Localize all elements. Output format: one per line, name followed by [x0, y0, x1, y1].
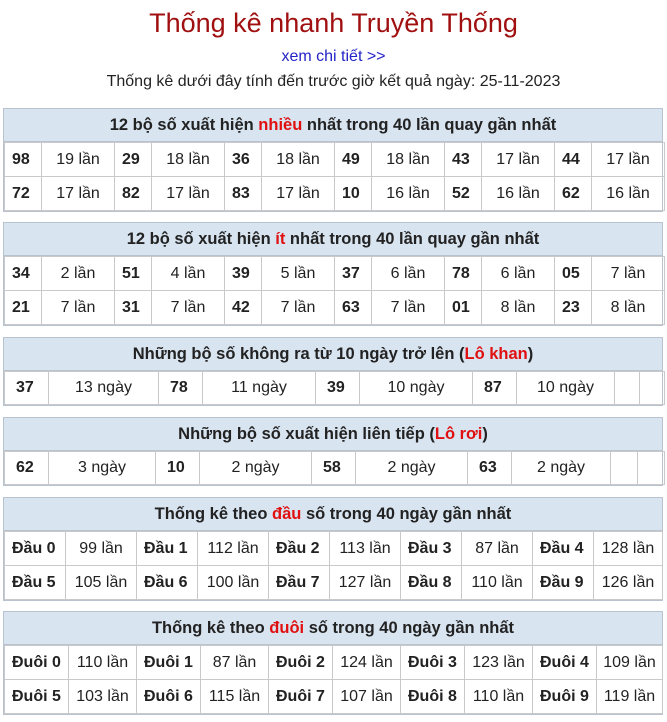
value-cell: 119 lần	[597, 680, 663, 714]
most-frequent-section	[3, 108, 663, 212]
label-cell: Đầu 5	[5, 566, 66, 600]
number-cell: 01	[445, 291, 482, 325]
count-cell: 8 lần	[592, 291, 665, 325]
value-cell: 124 lần	[333, 646, 401, 680]
label-cell: Đầu 6	[137, 566, 198, 600]
label-cell: Đầu 7	[269, 566, 330, 600]
number-cell: 78	[445, 257, 482, 291]
number-cell: 21	[5, 291, 42, 325]
lo-khan-table	[4, 371, 665, 405]
count-cell: 7 lần	[262, 291, 335, 325]
value-cell: 87 lần	[462, 532, 533, 566]
label-cell: Đầu 1	[137, 532, 198, 566]
most-frequent-heading: 12 bộ số xuất hiện nhiều nhất trong 40 lần quay gần nhất	[4, 109, 662, 142]
empty-cell	[638, 452, 665, 485]
number-cell: 62	[555, 177, 592, 211]
number-cell: 83	[225, 177, 262, 211]
label-cell: Đuôi 4	[533, 646, 597, 680]
number-cell: 63	[468, 452, 512, 485]
number-cell: 82	[115, 177, 152, 211]
days-cell: 10 ngày	[360, 372, 473, 405]
number-cell: 10	[335, 177, 372, 211]
value-cell: 100 lần	[198, 566, 269, 600]
count-cell: 18 lần	[372, 143, 445, 177]
label-cell: Đầu 4	[533, 532, 594, 566]
table-row	[5, 143, 665, 177]
count-cell: 16 lần	[592, 177, 665, 211]
count-cell: 5 lần	[262, 257, 335, 291]
days-cell: 10 ngày	[517, 372, 615, 405]
label-cell: Đuôi 2	[269, 646, 333, 680]
dau-section	[3, 497, 663, 601]
label-cell: Đầu 2	[269, 532, 330, 566]
table-row	[5, 452, 665, 485]
duoi-heading: Thống kê theo đuôi số trong 40 ngày gần nhất	[4, 612, 662, 645]
table-row	[5, 680, 663, 714]
value-cell: 128 lần	[594, 532, 663, 566]
number-cell: 39	[225, 257, 262, 291]
value-cell: 105 lần	[66, 566, 137, 600]
label-cell: Đuôi 6	[137, 680, 201, 714]
days-cell: 11 ngày	[203, 372, 316, 405]
number-cell: 37	[335, 257, 372, 291]
table-row	[5, 646, 663, 680]
least-frequent-table	[4, 256, 665, 325]
count-cell: 17 lần	[42, 177, 115, 211]
days-cell: 13 ngày	[49, 372, 159, 405]
empty-cell	[640, 372, 665, 405]
label-cell: Đuôi 9	[533, 680, 597, 714]
count-cell: 18 lần	[262, 143, 335, 177]
number-cell: 44	[555, 143, 592, 177]
count-cell: 17 lần	[592, 143, 665, 177]
label-cell: Đầu 0	[5, 532, 66, 566]
label-cell: Đầu 9	[533, 566, 594, 600]
value-cell: 110 lần	[465, 680, 533, 714]
value-cell: 109 lần	[597, 646, 663, 680]
table-row	[5, 177, 665, 211]
count-cell: 19 lần	[42, 143, 115, 177]
page-subtitle: Thống kê dưới đây tính đến trước giờ kết quả ngày: 25-11-2023	[106, 73, 561, 90]
number-cell: 51	[115, 257, 152, 291]
number-cell: 58	[312, 452, 356, 485]
lo-roi-heading: Những bộ số xuất hiện liên tiếp (Lô rơi)	[4, 418, 662, 451]
count-cell: 17 lần	[482, 143, 555, 177]
label-cell: Đuôi 1	[137, 646, 201, 680]
label-cell: Đầu 3	[401, 532, 462, 566]
count-cell: 7 lần	[372, 291, 445, 325]
value-cell: 99 lần	[66, 532, 137, 566]
dau-heading: Thống kê theo đầu số trong 40 ngày gần nhất	[4, 498, 662, 531]
count-cell: 17 lần	[152, 177, 225, 211]
days-cell: 2 ngày	[512, 452, 611, 485]
value-cell: 112 lần	[198, 532, 269, 566]
number-cell: 10	[156, 452, 200, 485]
duoi-table	[4, 645, 663, 714]
value-cell: 123 lần	[465, 646, 533, 680]
page-title: Thống kê nhanh Truyền Thống	[149, 8, 518, 38]
number-cell: 39	[316, 372, 360, 405]
number-cell: 31	[115, 291, 152, 325]
number-cell: 29	[115, 143, 152, 177]
number-cell: 98	[5, 143, 42, 177]
value-cell: 103 lần	[69, 680, 137, 714]
value-cell: 110 lần	[69, 646, 137, 680]
number-cell: 43	[445, 143, 482, 177]
least-frequent-section	[3, 222, 663, 326]
table-row	[5, 291, 665, 325]
number-cell: 78	[159, 372, 203, 405]
value-cell: 87 lần	[201, 646, 269, 680]
table-row	[5, 566, 663, 600]
days-cell: 2 ngày	[356, 452, 468, 485]
lo-khan-heading: Những bộ số không ra từ 10 ngày trở lên (Lô khan)	[4, 338, 662, 371]
number-cell: 52	[445, 177, 482, 211]
days-cell: 2 ngày	[200, 452, 312, 485]
number-cell: 87	[473, 372, 517, 405]
label-cell: Đuôi 8	[401, 680, 465, 714]
number-cell: 23	[555, 291, 592, 325]
value-cell: 127 lần	[330, 566, 401, 600]
least-frequent-heading: 12 bộ số xuất hiện ít nhất trong 40 lần quay gần nhất	[4, 223, 662, 256]
count-cell: 7 lần	[152, 291, 225, 325]
most-frequent-table	[4, 142, 665, 211]
lo-roi-table	[4, 451, 665, 485]
count-cell: 18 lần	[152, 143, 225, 177]
number-cell: 42	[225, 291, 262, 325]
count-cell: 7 lần	[592, 257, 665, 291]
duoi-section	[3, 611, 663, 715]
count-cell: 17 lần	[262, 177, 335, 211]
lo-khan-section	[3, 337, 663, 406]
label-cell: Đuôi 3	[401, 646, 465, 680]
count-cell: 16 lần	[482, 177, 555, 211]
lo-roi-section	[3, 417, 663, 486]
count-cell: 7 lần	[42, 291, 115, 325]
number-cell: 49	[335, 143, 372, 177]
value-cell: 115 lần	[201, 680, 269, 714]
table-row	[5, 257, 665, 291]
count-cell: 2 lần	[42, 257, 115, 291]
number-cell: 62	[5, 452, 49, 485]
label-cell: Đầu 8	[401, 566, 462, 600]
days-cell: 3 ngày	[49, 452, 156, 485]
table-row	[5, 372, 665, 405]
number-cell: 05	[555, 257, 592, 291]
count-cell: 16 lần	[372, 177, 445, 211]
value-cell: 110 lần	[462, 566, 533, 600]
value-cell: 113 lần	[330, 532, 401, 566]
details-link[interactable]: xem chi tiết >>	[281, 48, 386, 65]
count-cell: 6 lần	[372, 257, 445, 291]
count-cell: 4 lần	[152, 257, 225, 291]
table-row	[5, 532, 663, 566]
value-cell: 107 lần	[333, 680, 401, 714]
label-cell: Đuôi 0	[5, 646, 69, 680]
count-cell: 8 lần	[482, 291, 555, 325]
value-cell: 126 lần	[594, 566, 663, 600]
empty-cell	[615, 372, 640, 405]
label-cell: Đuôi 5	[5, 680, 69, 714]
empty-cell	[611, 452, 638, 485]
label-cell: Đuôi 7	[269, 680, 333, 714]
number-cell: 72	[5, 177, 42, 211]
number-cell: 36	[225, 143, 262, 177]
count-cell: 6 lần	[482, 257, 555, 291]
number-cell: 34	[5, 257, 42, 291]
number-cell: 37	[5, 372, 49, 405]
number-cell: 63	[335, 291, 372, 325]
dau-table	[4, 531, 663, 600]
